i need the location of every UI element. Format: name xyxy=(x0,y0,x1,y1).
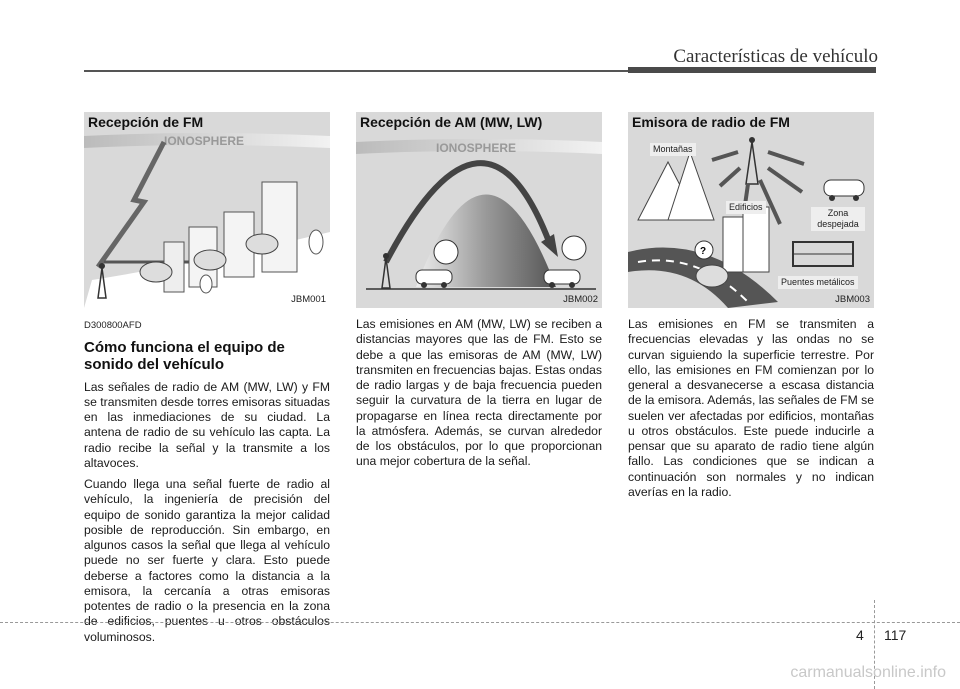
car-icon xyxy=(824,180,864,201)
figure-title: Emisora de radio de FM xyxy=(632,114,790,130)
label-open-area: Zona despejada xyxy=(811,207,865,231)
ionosphere-label: IONOSPHERE xyxy=(164,134,245,148)
tree-icon xyxy=(200,275,212,293)
radio-tower-icon xyxy=(746,137,758,184)
car-icon xyxy=(696,265,728,287)
music-bubble-icon xyxy=(434,240,458,264)
label-metal-bridges: Puentes metálicos xyxy=(778,276,858,289)
footer-rule xyxy=(0,622,960,623)
figure-title: Recepción de FM xyxy=(88,114,204,130)
section-heading: Cómo funciona el equipo de sonido del vehículo xyxy=(84,339,285,374)
am-reception-illustration xyxy=(356,112,602,308)
svg-text:?: ? xyxy=(700,246,707,257)
ionosphere-label: IONOSPHERE xyxy=(436,141,517,155)
question-bubble-icon xyxy=(695,241,713,259)
label-mountains: Montañas xyxy=(650,143,696,156)
car-icon xyxy=(194,250,226,270)
left-column xyxy=(84,112,330,645)
signal-bolt xyxy=(98,142,164,267)
body-paragraph: Las emisiones en AM (MW, LW) se reciben a distancias mayores que las de FM. Esto se debe a que las emisoras de AM (MW, LW) transmiten en frecuencias bajas. Estas ondas de radio largas y de baja frecuencia pueden seguir la curvatura de la tierra en lugar de propagarse en línea recta directamente por la atmósfera. Además, se curvan alrededor de los obstáculos, por lo que proporcionan una mejor cobertura de la señal. xyxy=(356,317,602,469)
car-icon xyxy=(140,262,172,282)
header-rule-accent xyxy=(628,67,876,73)
right-column xyxy=(628,112,874,500)
fm-reception-illustration xyxy=(84,112,330,308)
tree-icon xyxy=(309,230,323,254)
figure-code: JBM001 xyxy=(291,294,326,305)
music-bubble-icon xyxy=(562,236,586,260)
page-header-title: Características de vehículo xyxy=(673,46,878,67)
car-icon xyxy=(544,270,580,288)
figure-fm-reception xyxy=(84,112,330,308)
page-number: 117 xyxy=(884,627,907,643)
figure-code: JBM003 xyxy=(835,294,870,305)
watermark: carmanualsonline.info xyxy=(790,664,946,681)
body-paragraph: Las señales de radio de AM (MW, LW) y FM se transmiten desde torres emisoras situadas en las inmediaciones de su ciudad. La antena de radio de su vehículo las capta. La radio recibe la señal y la transmite a los altavoces. xyxy=(84,379,330,470)
figure-code: JBM002 xyxy=(563,294,598,305)
figure-am-reception xyxy=(356,112,602,308)
chapter-number: 4 xyxy=(856,627,864,643)
figure-fm-station xyxy=(628,112,874,308)
body-paragraph: Cuando llega una señal fuerte de radio al vehículo, la ingeniería de precisión del equipo de sonido garantiza la mejor calidad posible de reproducción. Sin embargo, en algunos casos la señal que llega al vehículo puede no ser fuerte y clara. Esto puede deberse a factores como la distancia a la emisora, la cercanía a otras emisoras potentes de radio o la presencia en la zona de edificios, puentes u otros obstáculos voluminosos. xyxy=(84,477,330,644)
bridge-icon xyxy=(793,242,853,266)
figure-title: Recepción de AM (MW, LW) xyxy=(360,114,543,130)
middle-column xyxy=(356,112,602,470)
label-buildings: Edificios xyxy=(726,201,766,214)
document-code: D300800AFD xyxy=(84,320,142,331)
body-paragraph: Las emisiones en FM se transmiten a frecuencias elevadas y las ondas no se curvan siguiendo la superficie terrestre. Por ello, las emisiones en FM comienzan por lo general a desvanecerse a escasa distancia de la emisora. Además, las señales de FM se suelen ver afectadas por edificios, montañas u otros obstáculos. Este puede inducirle a pensar que su aparato de radio tiene algún fallo. Las condiciones que se indican a continuación son normales y no indican averías en la radio. xyxy=(628,317,874,499)
car-icon xyxy=(246,234,278,254)
